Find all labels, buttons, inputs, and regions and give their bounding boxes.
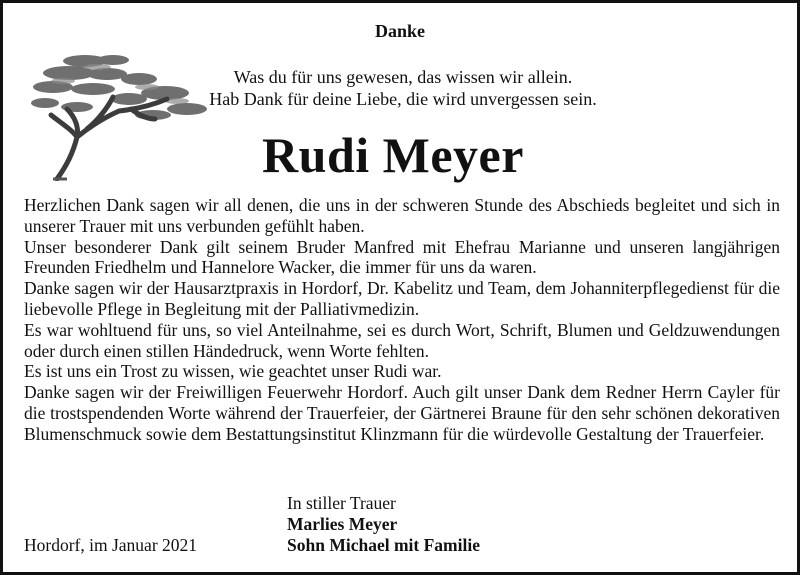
tree-icon: [27, 49, 213, 181]
signoff: [287, 493, 480, 555]
verse: [203, 66, 603, 110]
paragraph: Danke sagen wir der Hausarztpraxis in Hordorf, Dr. Kabelitz und Team, dem Johanniterpflegedienst für die liebevolle Pflege in Begleitung mit der Palliativmedizin.: [24, 278, 780, 319]
paragraph: Herzlichen Dank sagen wir all denen, die uns in der schweren Stunde des Abschieds begleitet und sich in unserer Trauer mit uns verbunden gefühlt haben.: [24, 195, 780, 236]
signoff-intro: In stiller Trauer: [287, 493, 396, 513]
paragraph: Es ist uns ein Trost zu wissen, wie geachtet unser Rudi war.: [24, 361, 442, 382]
notice-body: [24, 195, 780, 445]
signoff-name: Marlies Meyer: [287, 513, 398, 534]
verse-line-1: Was du für uns gewesen, das wissen wir allein.: [233, 67, 573, 87]
paragraph: Es war wohltuend für uns, so viel Anteilnahme, sei es durch Wort, Schrift, Blumen und Geldzuwendungen oder durch einen stillen Händedruck, wenn Worte fehlten.: [24, 319, 780, 361]
paragraph: Unser besonderer Dank gilt seinem Bruder Manfred mit Ehefrau Marianne und unseren langjährigen Freunden Friedhelm und Hannelore Wacker, die immer für uns da waren.: [24, 236, 780, 278]
deceased-name: Rudi Meyer: [262, 127, 524, 183]
place-date: Hordorf, im Januar 2021: [24, 535, 198, 555]
paragraph: Danke sagen wir der Freiwilligen Feuerwehr Hordorf. Auch gilt unser Dank dem Redner Herrn Cayler für die trostspendenden Worte während der Trauerfeier, der Gärtnerei Braune für den sehr schönen dekorativen Blumenschmuck sowie dem Bestattungsinstitut Klinzmann für die würdevolle Gestaltung der Trauerfeier.: [24, 382, 780, 444]
signoff-family: Sohn Michael mit Familie: [287, 534, 480, 555]
notice-heading: Danke: [374, 21, 425, 41]
verse-line-2: Hab Dank für deine Liebe, die wird unvergessen sein.: [209, 89, 597, 109]
